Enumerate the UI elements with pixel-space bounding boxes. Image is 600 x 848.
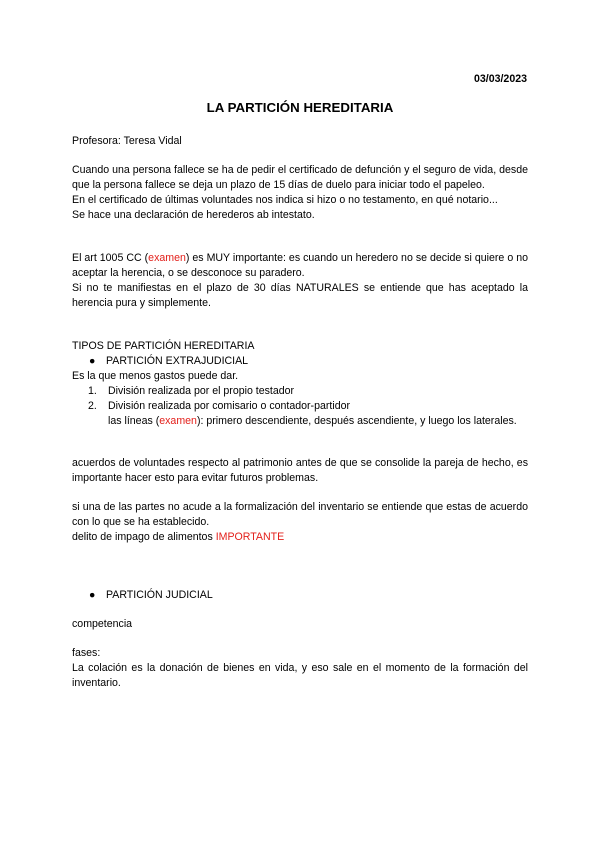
bullet-extrajudicial [72,354,528,369]
alimentos-line [72,530,528,545]
alimentos-text: delito de impago de alimentos [72,531,216,543]
extrajudicial-label: PARTICIÓN EXTRAJUDICIAL [106,355,249,367]
exam-marker: examen [159,415,197,427]
list-item [72,399,528,414]
lineas-paragraph [72,414,528,429]
tipos-heading: TIPOS DE PARTICIÓN HEREDITARIA [72,340,255,352]
important-marker: IMPORTANTE [215,531,285,543]
list-text: División realizada por el propio testador [108,385,295,397]
lineas-suffix: ): primero descendiente, después ascendiente, y luego los laterales. [196,415,517,427]
intro-text-1: Cuando una persona fallece se ha de pedir el certificado de defunción y el seguro de vida, desde que la persona fallece se deja un plazo de 15 días de duelo para iniciar todo el papeleo. [72,164,528,191]
list-number: 2. [88,400,97,412]
exam-marker: examen [148,252,186,264]
inventario-text: si una de las partes no acude a la formalización del inventario se entiende que estas de acuerdo con lo que se ha establecido. [72,501,528,528]
tipos-section [72,339,528,429]
fases-paragraph [72,646,528,691]
bullet-judicial [72,588,528,603]
judicial-label: PARTICIÓN JUDICIAL [106,589,213,601]
art-suffix: ) es MUY importante: es cuando un heredero no se decide si quiere o no aceptar la herencia, o se desconoce su paradero. [72,252,528,279]
art-text-2: Si no te manifiestas en el plazo de 30 días NATURALES se entiende que has aceptado la herencia pura y simplemente. [72,282,528,309]
competencia-line: competencia [72,618,133,630]
list-item [72,384,528,399]
colacion-text: La colación es la donación de bienes en vida, y eso sale en el momento de la formación del inventario. [72,662,528,689]
document-date: 03/03/2023 [473,73,527,85]
art-text-1 [72,251,528,281]
lineas-prefix: las líneas ( [108,415,160,427]
intro-text-2: En el certificado de últimas voluntades nos indica si hizo o no testamento, en qué notario... [72,194,498,206]
art-paragraph [72,251,528,311]
cost-note: Es la que menos gastos puede dar. [72,370,239,382]
list-number: 1. [88,385,97,397]
judicial-section [72,588,528,603]
intro-paragraph [72,163,528,223]
intro-text-3: Se hace una declaración de herederos ab intestato. [72,209,315,221]
teacher-line: Profesora: Teresa Vidal [72,135,182,147]
acuerdos-paragraph: acuerdos de voluntades respecto al patrimonio antes de que se consolide la pareja de hecho, es importante hacer esto para evitar futuros problemas. [72,457,528,484]
fases-label: fases: [72,647,101,659]
list-text: División realizada por comisario o contador-partidor [108,400,351,412]
art-prefix: El art 1005 CC ( [72,252,149,264]
bullet-icon: ● [89,355,96,367]
bullet-icon: ● [89,589,96,601]
inventario-paragraph [72,500,528,545]
document-title: LA PARTICIÓN HEREDITARIA [206,100,394,115]
